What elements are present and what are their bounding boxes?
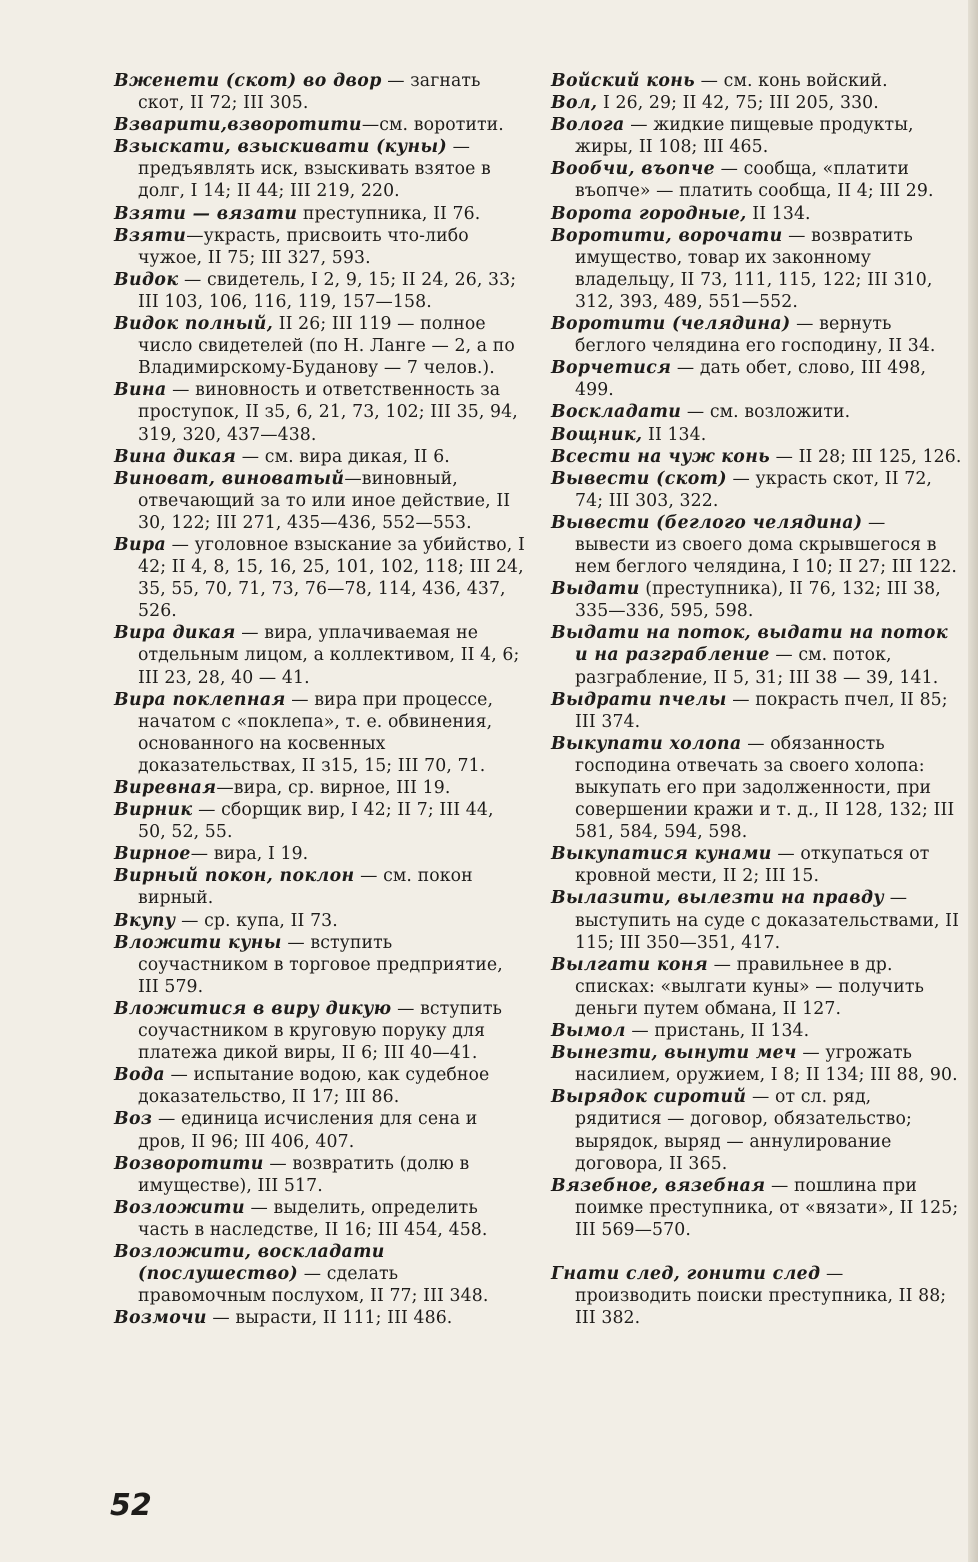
glossary-entry: [551, 446, 963, 468]
entry-definition: — покрасть пчел, II 85; III 374.: [575, 689, 948, 732]
entry-headword: Вообчи, въопче: [551, 159, 716, 180]
glossary-entry: [114, 269, 526, 313]
entry-headword: Выкупатися кунами: [551, 844, 772, 865]
glossary-entry: [551, 70, 963, 92]
entry-headword: Выкупати холопа: [551, 733, 742, 754]
glossary-entry: [114, 777, 526, 799]
glossary-entry: [114, 534, 526, 622]
glossary-entry: [551, 401, 963, 423]
entry-headword: Вылазити, вылезти на правду: [551, 888, 885, 909]
entry-definition: — вира, уплачиваемая не отдельным лицом, а коллективом, II 4, 6; III 23, 28, 40 — 41.: [138, 623, 520, 688]
entry-definition: (преступника), II 76, 132; III 38, 335—336, 595, 598.: [575, 579, 941, 622]
entry-definition: — вернуть беглого челядина его господину, II 34.: [575, 314, 936, 357]
entry-definition: II 134.: [642, 424, 707, 445]
entry-headword: Вира дикая: [114, 623, 236, 644]
entry-definition: — вырасти, II 111; III 486.: [206, 1308, 453, 1329]
glossary-entry: [114, 203, 526, 225]
right-column: [551, 70, 963, 1329]
entry-headword: Вирное: [114, 844, 191, 865]
entry-headword: Вкупу: [114, 910, 176, 931]
entry-definition: — испытание водою, как судебное доказательство, II 17; III 86.: [138, 1065, 490, 1108]
glossary-entry: [114, 843, 526, 865]
entry-headword: Воротити, ворочати: [551, 225, 783, 246]
entry-headword: Вложити куны: [114, 932, 282, 953]
entry-headword: Выдати на поток, выдати на поток и на разграбление: [551, 623, 948, 666]
entry-headword: Вязебное, вязебная: [551, 1175, 766, 1196]
glossary-entry: [551, 1020, 963, 1042]
entry-definition: — угрожать насилием, оружием, I 8; II 134; III 88, 90.: [575, 1043, 958, 1086]
left-column: [114, 70, 526, 1329]
entry-definition: — от сл. ряд, рядитися — договор, обязательство; вырядок, выряд — аннулирование договора, II 365.: [575, 1087, 912, 1174]
entry-definition: — украсть скот, II 72, 74; III 303, 322.: [575, 468, 933, 511]
glossary-entry: [551, 1086, 963, 1174]
entry-definition: — пошлина при поимке преступника, от «вязати», II 125; III 569—570.: [575, 1175, 959, 1240]
glossary-entry: [114, 136, 526, 202]
entry-definition: — обязанность господина отвечать за своего холопа: выкупать его при задолженности, при совершении кражи и т. д., II 128, 132; III 581, 584, 594, 598.: [575, 733, 955, 843]
glossary-entry: [551, 114, 963, 158]
glossary-entry: [551, 733, 963, 843]
entry-definition: — см. покон вирный.: [138, 866, 473, 909]
entry-headword: Взварити,взворотити: [114, 115, 362, 136]
entry-definition: — вступить соучастником в торговое предприятие, III 579.: [138, 932, 503, 997]
glossary-entry: [551, 92, 963, 114]
entry-definition: —см. воротити.: [361, 115, 504, 136]
entry-definition: — см. возложити.: [681, 402, 851, 423]
entry-headword: Возмочи: [114, 1308, 207, 1329]
entry-definition: — выделить, определить часть в наследстве, II 16; III 454, 458.: [138, 1197, 488, 1240]
entry-definition: — загнать скот, II 72; III 305.: [138, 71, 481, 114]
entry-definition: — правильнее в др. списках: «вылгати куны» — получить деньги путем обмана, II 127.: [575, 954, 924, 1019]
entry-headword: Всести на чуж конь: [551, 446, 771, 467]
entry-definition: — сборщик вир, I 42; II 7; III 44, 50, 52, 55.: [138, 800, 494, 843]
entry-definition: — уголовное взыскание за убийство, I 42; II 4, 8, 15, 16, 25, 101, 102, 118; III 24, 35, 55, 70, 71, 73, 76—78, 114, 436, 437, 526.: [138, 534, 525, 622]
entry-definition: — единица исчисления для сена и дров, II 96; III 406, 407.: [138, 1109, 478, 1152]
entry-headword: Ворчетися: [551, 358, 672, 379]
entry-headword: Взыскати, взыскивати (куны): [114, 137, 448, 158]
glossary-entry: [114, 932, 526, 998]
glossary-entry: [114, 313, 526, 379]
glossary-entry: [551, 158, 963, 202]
entry-headword: Воз: [114, 1109, 153, 1130]
entry-headword: Вирник: [114, 800, 193, 821]
glossary-entry: [551, 578, 963, 622]
entry-definition: — жидкие пищевые продукты, жиры, II 108; III 465.: [575, 115, 914, 158]
entry-definition: — пристань, II 134.: [625, 1021, 810, 1042]
entry-definition: — откупаться от кровной мести, II 2; III 15.: [575, 844, 930, 887]
glossary-entry: [114, 799, 526, 843]
glossary-entry: [551, 1175, 963, 1241]
entry-headword: Воскладати: [551, 402, 682, 423]
entry-definition: — свидетель, I 2, 9, 15; II 24, 26, 33; III 103, 106, 116, 119, 157—158.: [138, 269, 517, 312]
entry-headword: Вощник,: [551, 424, 643, 445]
glossary-entry: [114, 114, 526, 136]
entry-headword: Вода: [114, 1065, 165, 1086]
glossary-entry: [551, 954, 963, 1020]
glossary-entry: [114, 468, 526, 534]
entry-headword: Войский конь: [551, 71, 696, 91]
entry-headword: Вымол: [551, 1021, 626, 1042]
entry-definition: — виновность и ответственность за проступок, II з5, 6, 21, 73, 102; III 35, 94, 319, 320, 437—438.: [138, 380, 518, 445]
glossary-entry: [114, 622, 526, 688]
entry-definition: — предъявлять иск, взыскивать взятое в долг, I 14; II 44; III 219, 220.: [138, 137, 491, 202]
entry-headword: Виревная: [114, 778, 217, 798]
glossary-entry: [551, 689, 963, 733]
entry-definition: — ср. купа, II 73.: [175, 910, 338, 931]
entry-definition: — см. конь войский.: [695, 71, 888, 91]
entry-headword: Выдати: [551, 579, 640, 600]
entry-headword: Возворотити: [114, 1153, 264, 1174]
entry-headword: Вирный покон, поклон: [114, 866, 355, 887]
entry-headword: Вырядок сиротий: [551, 1087, 747, 1108]
entry-headword: Вира: [114, 534, 167, 555]
entry-headword: Возложити: [114, 1197, 245, 1218]
entry-headword: Вина дикая: [114, 446, 237, 467]
glossary-entry: [114, 1307, 526, 1329]
entry-definition: II 134.: [746, 203, 811, 224]
entry-headword: Возложити, воскладати (послушество): [114, 1241, 385, 1285]
entry-headword: Вывести (беглого челядина): [551, 512, 863, 533]
glossary-entry: [114, 865, 526, 909]
entry-headword: Видок полный,: [114, 314, 274, 335]
entry-definition: I 26, 29; II 42, 75; III 205, 330.: [597, 93, 879, 114]
glossary-entry: [114, 1197, 526, 1241]
entry-headword: Взяти — вязати: [114, 203, 298, 224]
entry-definition: — сделать правомочным послухом, II 77; III 348.: [138, 1264, 489, 1307]
entry-spacer: [551, 1241, 963, 1263]
glossary-entry: [551, 313, 963, 357]
glossary-entry: [551, 1263, 963, 1329]
entry-definition: — II 28; III 125, 126.: [770, 446, 962, 467]
glossary-entry: [551, 203, 963, 225]
entry-definition: — вступить соучастником в круговую поруку для платежа дикой виры, II 6; III 40—41.: [138, 998, 503, 1064]
entry-definition: — сообща, «платити въопче» — платить сообща, II 4; III 29.: [575, 159, 934, 202]
glossary-entry: [114, 446, 526, 468]
entry-headword: Вол,: [551, 93, 598, 114]
glossary-entry: [551, 357, 963, 401]
glossary-entry: [114, 70, 526, 114]
entry-definition: —вира, ср. вирное, III 19.: [216, 778, 451, 798]
glossary-entry: [551, 468, 963, 512]
entry-headword: Вложитися в виру дикую: [114, 998, 392, 1019]
glossary-entry: [114, 1064, 526, 1108]
entry-headword: Взяти: [114, 225, 187, 246]
glossary-entry: [114, 379, 526, 445]
entry-definition: — выступить на суде с доказательствами, II 115; III 350—351, 417.: [575, 888, 960, 953]
entry-headword: Гнати след, гонити след: [551, 1263, 821, 1284]
glossary-entry: [551, 1042, 963, 1086]
entry-definition: — дать обет, слово, III 498, 499.: [575, 358, 927, 401]
entry-definition: — возвратить (долю в имуществе), III 517.: [138, 1153, 470, 1196]
entry-headword: Вынезти, вынути меч: [551, 1043, 797, 1064]
page-number: 52: [110, 1488, 152, 1523]
entry-definition: — возвратить имущество, товар их законному владельцу, II 73, 111, 115, 122; III 310, 312, 393, 489, 551—552.: [575, 225, 933, 312]
glossary-entry: [114, 910, 526, 932]
entry-headword: Виноват, виноватый: [114, 468, 345, 489]
entry-definition: — вира, I 19.: [190, 844, 309, 865]
entry-headword: Вженети (скот) во двор: [114, 71, 382, 91]
glossary-entry: [114, 1153, 526, 1197]
glossary-entry: [551, 512, 963, 578]
glossary-entry: [551, 225, 963, 313]
glossary-entry: [114, 225, 526, 269]
glossary-entry: [114, 1108, 526, 1152]
entry-definition: — вира при процессе, начатом с «поклепа», т. е. обвинения, основанного на косвенных доказательствах, II з15, 15; III 70, 71.: [138, 689, 494, 776]
entry-headword: Воротити (челядина): [551, 314, 791, 335]
entry-headword: Ворота городные,: [551, 203, 747, 224]
entry-definition: —украсть, присвоить что-либо чужое, II 75; III 327, 593.: [138, 225, 469, 268]
glossary-entry: [551, 843, 963, 887]
entry-headword: Вывести (скот): [551, 468, 727, 489]
glossary-entry: [114, 689, 526, 777]
glossary-entry: [551, 622, 963, 688]
entry-definition: преступника, II 76.: [297, 203, 481, 224]
entry-definition: — см. поток, разграбление, II 5, 31; III 38 — 39, 141.: [575, 645, 939, 688]
entry-definition: II 26; III 119 — полное число свидетелей (по Н. Ланге — 2, а по Владимирскому-Буданову — 7 челов.).: [138, 314, 515, 379]
entry-definition: — вывести из своего дома скрывшегося в нем беглого челядина, I 10; II 27; III 122.: [575, 512, 958, 578]
entry-definition: —виновный, отвечающий за то или иное действие, II 30, 122; III 271, 435—436, 552—553.: [138, 468, 511, 533]
glossary-entry: [551, 424, 963, 446]
entry-headword: Вылгати коня: [551, 954, 708, 975]
glossary-entry: [551, 887, 963, 953]
entry-definition: — см. вира дикая, II 6.: [236, 446, 450, 467]
entry-headword: Видок: [114, 269, 179, 290]
entry-headword: Вира поклепная: [114, 689, 286, 710]
entry-headword: Вина: [114, 380, 167, 401]
entry-headword: Выдрати пчелы: [551, 689, 727, 710]
glossary-entry: [114, 1241, 526, 1307]
entry-headword: Волога: [551, 115, 625, 136]
entry-definition: — производить поиски преступника, II 88; III 382.: [575, 1263, 947, 1329]
page-edge: [968, 0, 978, 1562]
glossary-entry: [114, 998, 526, 1064]
